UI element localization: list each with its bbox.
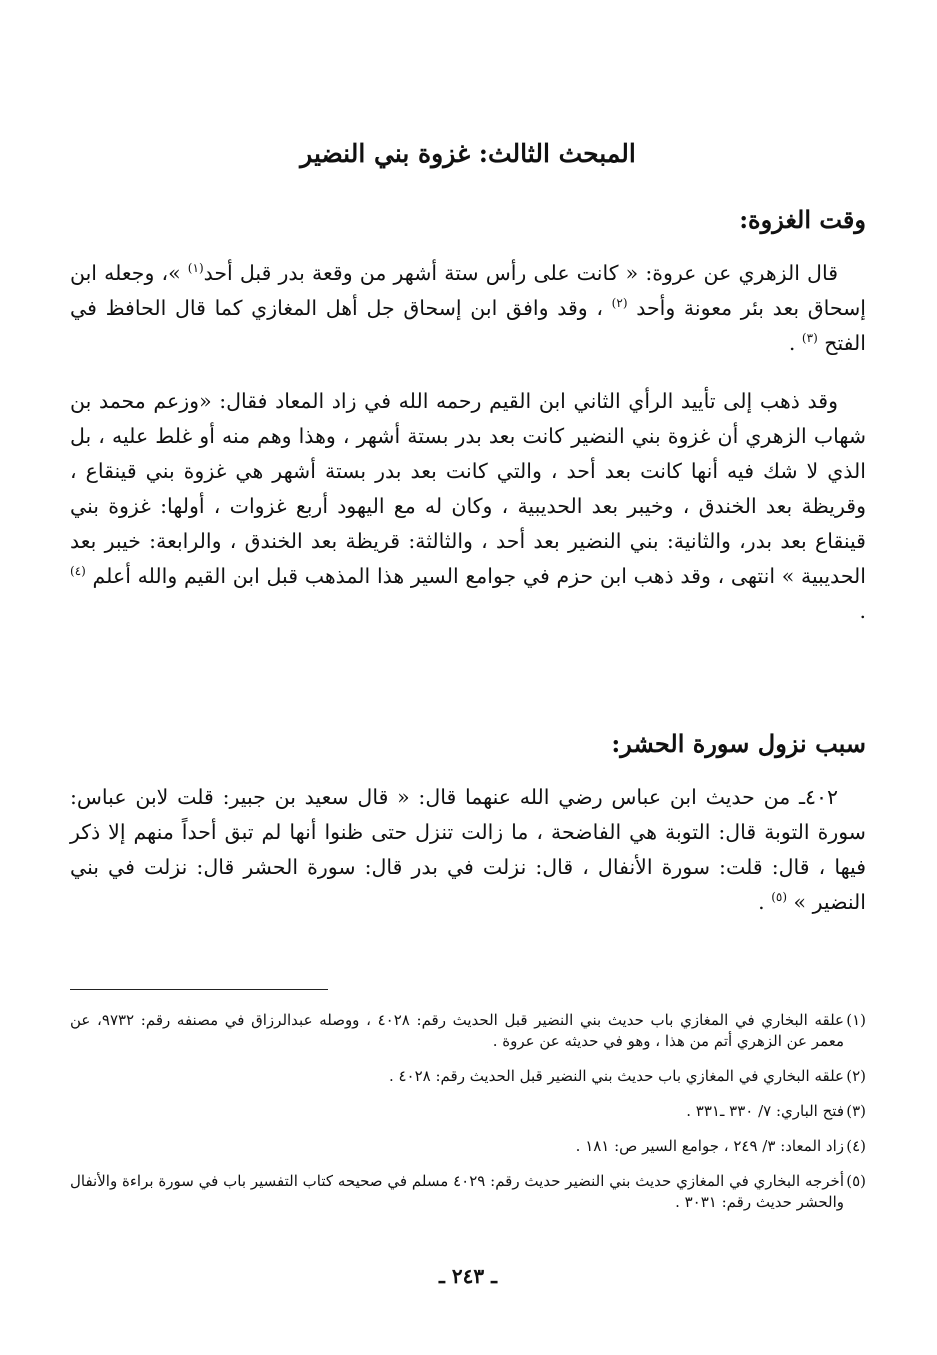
paragraph-3 <box>70 780 866 920</box>
section-heading-time: وقت الغزوة: <box>739 205 866 234</box>
paragraph-2 <box>70 384 866 629</box>
footnote-3 <box>70 1101 866 1122</box>
footnote-ref-2: (٢) <box>611 296 628 311</box>
paragraph-text: قال الزهري عن عروة: « كانت على رأس ستة أشهر من وقعة بدر قبل أحد <box>203 261 839 285</box>
footnote-text: أخرجه البخاري في المغازي حديث بني النضير حديث رقم: ٤٠٢٩ مسلم في صحيحه كتاب التفسير باب في سورة براءة والأنفال والحشر حديث رقم: ٣٠٣١ . <box>70 1172 844 1211</box>
footnotes <box>70 1010 866 1227</box>
chapter-title: المبحث الثالث: غزوة بني النضير <box>300 139 636 168</box>
book-page <box>70 0 866 1355</box>
footnote-ref-4: (٤) <box>70 564 86 579</box>
footnote-4 <box>70 1136 866 1157</box>
footnote-text: علقه البخاري في المغازي باب حديث بني النضير قبل الحديث رقم: ٤٠٢٨ . <box>388 1067 844 1085</box>
paragraph-text: وقد ذهب إلى تأييد الرأي الثاني ابن القيم رحمه الله في زاد المعاد فقال: «وزعم محمد بن شهاب الزهري أن غزوة بني النضير كانت بعد بدر بستة أشهر ، وهذا وهم منه أو غلط عليه ، بل الذي لا شك فيه أنها كانت بعد أحد ، والتي كانت بعد بدر بستة أشهر هي غزوة بني قينقاع ، وقريظة بعد الخندق ، وخيبر بعد الحديبية ، وكان له مع اليهود أربع غزوات ، أولها: غزوة بني قينقاع بعد بدر، والثانية: بني النضير بعد أحد ، والثالثة: قريظة بعد الخندق ، والرابعة: خيبر بعد الحديبية » انتهى ، وقد ذهب ابن حزم في جوامع السير هذا المذهب قبل ابن القيم والله أعلم <box>70 389 866 588</box>
section-heading-reason: سبب نزول سورة الحشر: <box>611 729 866 758</box>
footnote-separator <box>70 989 328 990</box>
footnote-text: علقه البخاري في المغازي باب حديث بني النضير قبل الحديث رقم: ٤٠٢٨ ، ووصله عبدالرزاق في مصنفه رقم: ٩٧٣٢، عن معمر عن الزهري أتم من هذا ، وهو في حديثه عن عروة . <box>70 1011 844 1050</box>
paragraph-text: »، وجعله ابن إسحاق بعد بئر معونة وأحد <box>70 261 866 320</box>
footnote-number: (٥) <box>846 1172 866 1190</box>
paragraph-text: . <box>758 890 772 914</box>
footnote-number: (٤) <box>846 1137 866 1155</box>
page-number: ـ ٢٤٣ ـ <box>439 1264 497 1288</box>
footnote-2 <box>70 1066 866 1087</box>
footnote-1 <box>70 1010 866 1052</box>
footnote-number: (١) <box>846 1011 866 1029</box>
footnote-number: (٣) <box>846 1102 866 1120</box>
footnote-text: زاد المعاد: ٣/ ٢٤٩ ، جوامع السير ص: ١٨١ . <box>575 1137 844 1155</box>
footnote-ref-1: (١) <box>187 261 204 276</box>
paragraph-text: ، وقد وافق ابن إسحاق جل أهل المغازي كما قال الحافظ في الفتح <box>70 296 866 355</box>
paragraph-1 <box>70 256 866 361</box>
paragraph-text: . <box>788 331 802 355</box>
paragraph-text: . <box>859 599 866 623</box>
footnote-text: فتح الباري: ٧/ ٣٣٠ ـ٣٣١ . <box>686 1102 844 1120</box>
footnote-5 <box>70 1171 866 1213</box>
footnote-ref-5: (٥) <box>771 890 788 905</box>
footnote-ref-3: (٣) <box>801 331 818 346</box>
footnote-number: (٢) <box>846 1067 866 1085</box>
paragraph-text: ٤٠٢ـ من حديث ابن عباس رضي الله عنهما قال: « قال سعيد بن جبير: قلت لابن عباس: سورة التوبة قال: التوبة هي الفاضحة ، ما زالت تنزل حتى ظنوا أنها لم تبق أحداً منهم إلا ذكر فيها ، قال: قلت: سورة الأنفال ، قال: نزلت في بدر قال: سورة الحشر قال: نزلت في بني النضير » <box>70 785 866 914</box>
